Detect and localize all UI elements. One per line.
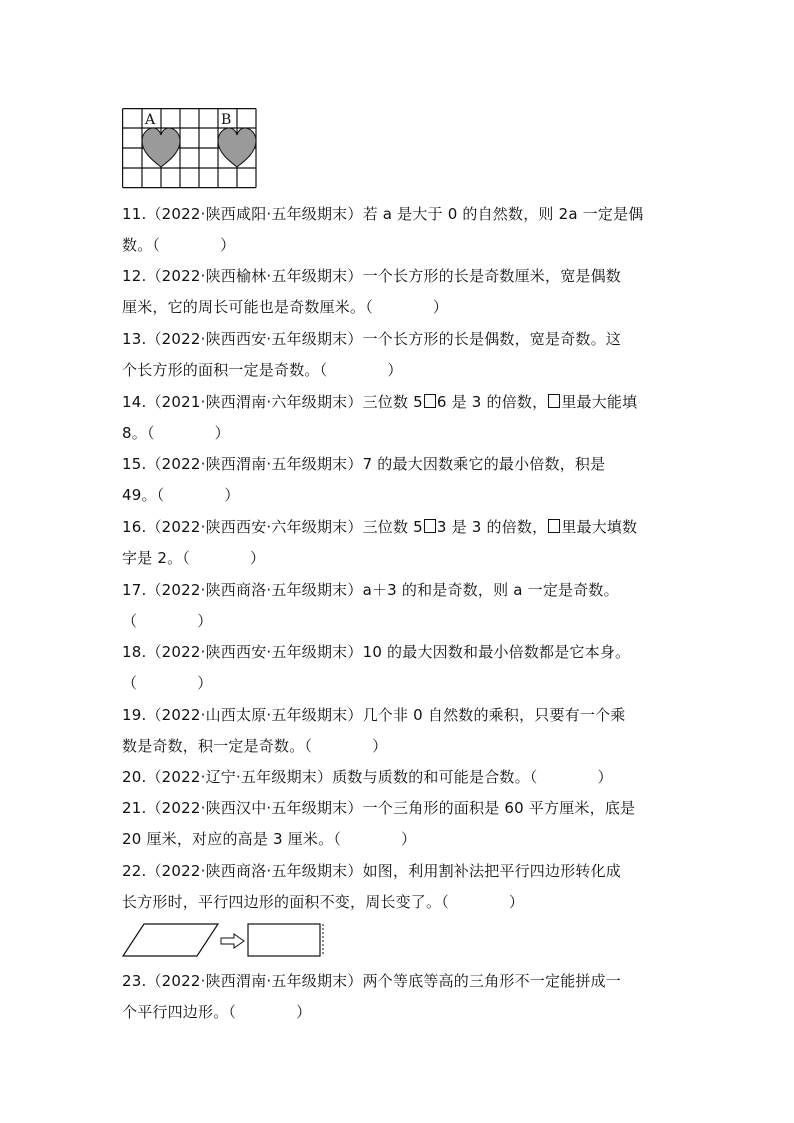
q11-line1	[122, 199, 682, 230]
question-23	[122, 966, 682, 1028]
question-22	[122, 856, 682, 918]
question-text: 三位数 5	[362, 518, 423, 536]
question-source: （2022·陕西西安·五年级期末）	[146, 643, 363, 661]
question-text: 里最大填数	[561, 518, 638, 536]
question-number: 17.	[122, 581, 147, 599]
blank-close: ）	[372, 737, 388, 755]
blank-close: ）	[250, 549, 266, 567]
empty-box-symbol	[548, 519, 560, 533]
question-number: 22.	[122, 862, 147, 880]
question-text: 数是奇数，积一定是奇数。（	[122, 737, 313, 755]
heart-grid-figure	[122, 108, 258, 190]
question-source: （2022·陕西汉中·五年级期末）	[146, 799, 363, 817]
q23-line1	[122, 966, 682, 997]
blank-close: ）	[224, 486, 240, 504]
question-13	[122, 324, 682, 386]
question-text: （	[122, 612, 138, 630]
question-text: 长方形时，平行四边形的面积不变，周长变了。（	[122, 893, 449, 911]
question-number: 13.	[122, 330, 147, 348]
question-text: 一个三角形的面积是 60 平方厘米，底是	[362, 799, 636, 817]
question-number: 20.	[122, 768, 147, 786]
q14-line1	[122, 387, 682, 418]
question-number: 21.	[122, 799, 147, 817]
question-text: 7 的最大因数乘它的最小倍数，积是	[362, 455, 606, 473]
question-text: 20 厘米，对应的高是 3 厘米。（	[122, 830, 342, 848]
question-source: （2022·陕西西安·六年级期末）	[146, 518, 363, 536]
empty-box-symbol	[424, 519, 436, 533]
question-19	[122, 700, 682, 762]
question-source: （2022·陕西咸阳·五年级期末）	[146, 205, 363, 223]
question-17	[122, 575, 682, 637]
heart-b-shape	[218, 128, 256, 167]
blank-close: ）	[401, 830, 417, 848]
question-text: 若 a 是大于 0 的自然数，则 2a 一定是偶	[362, 205, 644, 223]
question-source: （2022·辽宁·五年级期末）	[146, 768, 333, 786]
q14-line2	[122, 418, 682, 449]
parallelogram-rectangle-figure	[122, 921, 328, 959]
question-source: （2022·山西太原·五年级期末）	[146, 706, 363, 724]
question-source: （2022·陕西商洛·五年级期末）	[146, 862, 363, 880]
question-number: 16.	[122, 518, 147, 536]
q17-line1	[122, 575, 682, 606]
question-number: 12.	[122, 267, 147, 285]
q12-line1	[122, 261, 682, 292]
question-text: a＋3 的和是奇数，则 a 一定是奇数。	[362, 581, 619, 599]
question-number: 15.	[122, 455, 147, 473]
blank-close: ）	[197, 612, 213, 630]
blank-close: ）	[220, 236, 236, 254]
q19-line2	[122, 731, 682, 762]
question-text: 三位数 5	[362, 393, 423, 411]
q18-line2	[122, 668, 682, 699]
question-text: 个平行四边形。（	[122, 1003, 237, 1021]
question-20	[122, 762, 682, 793]
q22-line1	[122, 856, 682, 887]
question-text: 数。（	[122, 236, 161, 254]
question-source: （2022·陕西西安·五年级期末）	[146, 330, 363, 348]
q23-line2	[122, 997, 682, 1028]
empty-box-symbol	[424, 394, 436, 408]
question-text: 10 的最大因数和最小倍数都是它本身。	[362, 643, 631, 661]
q16-line2	[122, 543, 682, 574]
question-text: 如图，利用割补法把平行四边形转化成	[362, 862, 621, 880]
label-b: B	[221, 112, 232, 128]
q12-line2	[122, 292, 682, 323]
question-18	[122, 637, 682, 699]
question-source: （2022·陕西榆林·五年级期末）	[146, 267, 363, 285]
q18-line1	[122, 637, 682, 668]
question-15	[122, 449, 682, 511]
question-text: 两个等底等高的三角形不一定能拼成一	[362, 972, 621, 990]
question-text: 一个长方形的长是奇数厘米，宽是偶数	[362, 267, 621, 285]
question-number: 11.	[122, 205, 147, 223]
question-number: 14.	[122, 393, 147, 411]
empty-box-symbol	[548, 394, 560, 408]
q15-line1	[122, 449, 682, 480]
question-source: （2021·陕西渭南·六年级期末）	[146, 393, 363, 411]
blank-close: ）	[296, 1003, 312, 1021]
question-number: 18.	[122, 643, 147, 661]
question-text: 6 是 3 的倍数，	[436, 393, 548, 411]
q20-line1	[122, 762, 682, 793]
q13-line1	[122, 324, 682, 355]
question-text: 一个长方形的长是偶数，宽是奇数。这	[362, 330, 621, 348]
question-text: 质数与质数的和可能是合数。（	[332, 768, 538, 786]
question-21	[122, 793, 682, 855]
blank-close: ）	[508, 893, 525, 911]
rectangle-shape	[248, 924, 320, 956]
q21-line1	[122, 793, 682, 824]
q15-line2	[122, 480, 682, 511]
question-12	[122, 261, 682, 323]
question-text: 个长方形的面积一定是奇数。（	[122, 361, 328, 379]
blank-close: ）	[214, 424, 230, 442]
blank-close: ）	[197, 674, 213, 692]
blank-close: ）	[597, 768, 613, 786]
question-text: 厘米，它的周长可能也是奇数厘米。（	[122, 298, 373, 316]
question-text: 字是 2。（	[122, 549, 191, 567]
question-text: 几个非 0 自然数的乘积，只要有一个乘	[362, 706, 626, 724]
q13-line2	[122, 355, 682, 386]
question-source: （2022·陕西商洛·五年级期末）	[146, 581, 363, 599]
label-a: A	[145, 112, 156, 128]
arrow-right-icon	[221, 934, 244, 948]
blank-close: ）	[387, 361, 403, 379]
question-11	[122, 199, 682, 261]
question-16	[122, 512, 682, 574]
question-text: 3 是 3 的倍数，	[436, 518, 548, 536]
question-source: （2022·陕西渭南·五年级期末）	[146, 455, 363, 473]
question-text: 8。（	[122, 424, 155, 442]
question-text: 里最大能填	[561, 393, 638, 411]
q11-line2	[122, 230, 682, 261]
q22-line2	[122, 887, 682, 918]
question-number: 19.	[122, 706, 147, 724]
question-14	[122, 387, 682, 449]
parallelogram-shape	[123, 924, 218, 956]
blank-close: ）	[432, 298, 449, 316]
q16-line1	[122, 512, 682, 543]
heart-a-shape	[142, 128, 180, 167]
question-text: （	[122, 674, 138, 692]
q19-line1	[122, 700, 682, 731]
question-number: 23.	[122, 972, 147, 990]
q21-line2	[122, 824, 682, 855]
question-source: （2022·陕西渭南·五年级期末）	[146, 972, 363, 990]
q17-line2	[122, 606, 682, 637]
question-text: 49。（	[122, 486, 165, 504]
